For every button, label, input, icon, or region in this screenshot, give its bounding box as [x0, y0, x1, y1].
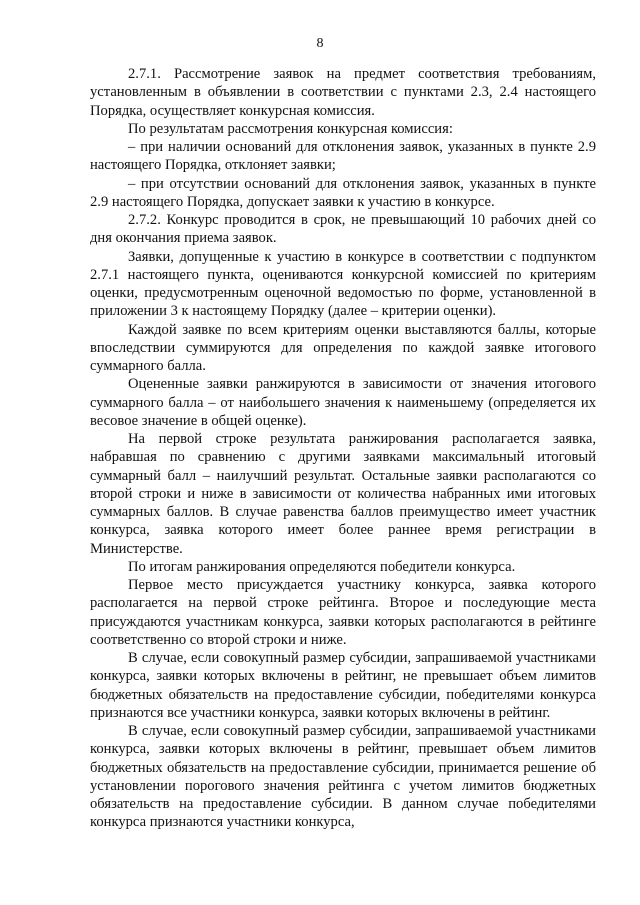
- paragraph-reject-applications: – при наличии оснований для отклонения заявок, указанных в пункте 2.9 настоящего Порядка, отклоняет заявки;: [90, 139, 596, 174]
- paragraph-scoring: Каждой заявке по всем критериям оценки выставляются баллы, которые впоследствии суммируются для определения по каждой заявке итогового суммарного балла.: [90, 321, 596, 374]
- paragraph-within-limits: В случае, если совокупный размер субсидии, запрашиваемой участниками конкурса, заявки которых включены в рейтинг, не превышает объем лимитов бюджетных обязательств на предоставление субсидии, победителями конкурса признаются все участники конкурса, заявки которых включены в рейтинг.: [90, 650, 596, 721]
- paragraph-exceeds-limits: В случае, если совокупный размер субсидии, запрашиваемой участниками конкурса, заявки которых включены в рейтинг, превышает объем лимитов бюджетных обязательств на предоставление субсидии, принимается решение об установлении порогового значения рейтинга с учетом лимитов бюджетных обязательств на предоставление субсидии. В данном случае победителями конкурса признаются участники конкурса,: [90, 723, 596, 831]
- paragraph-2-7-1: 2.7.1. Рассмотрение заявок на предмет соответствия требованиям, установленным в объявлении в соответствии с пунктами 2.3, 2.4 настоящего Порядка, осуществляет конкурсная комиссия.: [90, 66, 596, 119]
- paragraph-admit-applications: – при отсутствии оснований для отклонения заявок, указанных в пункте 2.9 настоящего Порядка, допускает заявки к участию в конкурсе.: [90, 175, 596, 210]
- paragraph-review-results: По результатам рассмотрения конкурсная комиссия:: [128, 120, 453, 137]
- paragraph-places: Первое место присуждается участнику конкурса, заявка которого располагается на первой строке рейтинга. Второе и последующие места присуждаются участникам конкурса, заявки которых располагаются в рейтинге соответственно со второй строки и ниже.: [90, 577, 596, 648]
- paragraph-winners: По итогам ранжирования определяются победители конкурса.: [128, 558, 516, 575]
- paragraph-2-7-2: 2.7.2. Конкурс проводится в срок, не превышающий 10 рабочих дней со дня окончания приема заявок.: [90, 212, 596, 247]
- page-number: 8: [316, 36, 324, 51]
- document-body: [90, 65, 596, 832]
- paragraph-ranking: Оцененные заявки ранжируются в зависимости от значения итогового суммарного балла – от наибольшего значения к наименьшему (определяется их весовое значение в общей оценке).: [90, 376, 596, 429]
- paragraph-evaluation-criteria: Заявки, допущенные к участию в конкурсе в соответствии с подпунктом 2.7.1 настоящего пункта, оцениваются конкурсной комиссией по критериям оценки, предусмотренным оценочной ведомостью по форме, установленной в приложении 3 к настоящему Порядку (далее – критерии оценки).: [90, 248, 596, 320]
- paragraph-first-row: На первой строке результата ранжирования располагается заявка, набравшая по сравнению с другими заявками максимальный итоговый суммарный балл – наилучший результат. Остальные заявки располагаются со второй строки и ниже в зависимости от количества набранных ими итоговых суммарных баллов. В случае равенства баллов преимущество имеет участник конкурса, заявка которого имеет более раннее время регистрации в Министерстве.: [90, 431, 596, 557]
